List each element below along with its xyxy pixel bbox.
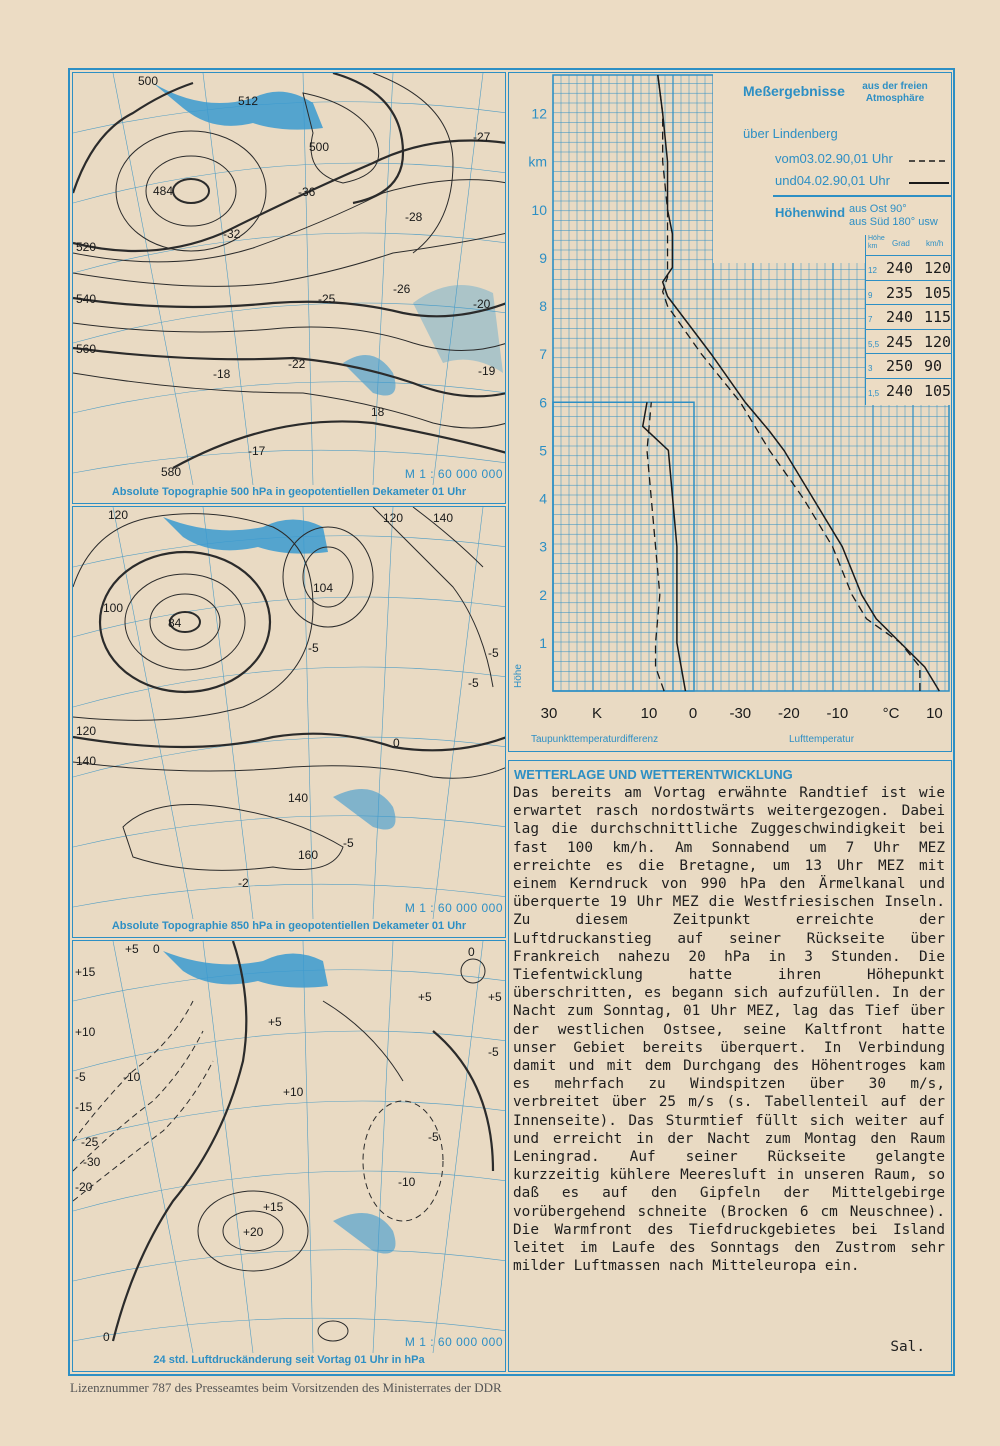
contour-label: -5: [488, 1045, 499, 1059]
x-axis-title-left: Taupunkttemperaturdifferenz: [531, 734, 659, 745]
contour-label: +20: [243, 1225, 264, 1239]
y-tick-label: 12: [531, 105, 547, 122]
map-caption: 24 std. Luftdruckänderung seit Vortag 01 Uhr in hPa: [153, 1354, 425, 1366]
x-tick-label: K: [591, 705, 603, 722]
contour-label: -36: [298, 185, 316, 199]
wind-row: [866, 304, 952, 329]
contour-label: 0: [393, 736, 400, 750]
contour-label: -22: [288, 357, 306, 371]
contour-label: -5: [468, 676, 479, 690]
x-axis-title-right: Lufttemperatur: [789, 734, 855, 745]
map-scale: M 1 : 60 000 000: [404, 467, 503, 481]
divider: [773, 195, 952, 197]
contour-label: +15: [263, 1200, 284, 1214]
y-tick-label: 7: [539, 346, 547, 363]
wind-head-height: Höhe km: [868, 235, 885, 250]
wind-height: 3: [868, 364, 873, 373]
map-caption: Absolute Topographie 850 hPa in geopotentiellen Dekameter 01 Uhr: [111, 920, 467, 932]
article-box: [508, 760, 952, 1372]
contour-label: +5: [125, 942, 139, 956]
contour-label: -2: [238, 876, 249, 890]
wind-direction: 250: [886, 357, 914, 375]
map-850hpa: [72, 506, 506, 938]
y-tick-label: 3: [539, 538, 547, 555]
wind-direction: 240: [886, 381, 914, 400]
contour-label: 500: [309, 140, 330, 154]
contour-label: -10: [123, 1070, 141, 1084]
contour-label: 120: [76, 724, 97, 738]
wind-height: 7: [868, 315, 873, 324]
contour-label: -20: [75, 1180, 93, 1194]
y-tick-label: 10: [531, 201, 547, 218]
y-tick-label: 2: [539, 586, 547, 603]
solid-legend-icon: [909, 181, 949, 185]
contour-label: 500: [138, 74, 159, 88]
map-500hpa: [72, 72, 506, 504]
map-pressure-change-graphic: [73, 941, 505, 1353]
contour-label: 580: [161, 465, 182, 479]
wind-height: 12: [868, 266, 877, 275]
series-line: [647, 402, 664, 691]
wind-table: [865, 235, 952, 405]
article-heading: WETTERLAGE UND WETTERENTWICKLUNG: [514, 767, 793, 782]
wind-speed: 120: [924, 332, 952, 351]
contour-label: 520: [76, 240, 97, 254]
contour-label: 120: [383, 511, 404, 525]
wind-speed: 105: [924, 283, 952, 302]
contour-label: 0: [153, 942, 160, 956]
contour-label: -20: [473, 297, 491, 311]
x-tick-label: 10: [926, 705, 943, 722]
contour-label: -15: [75, 1100, 93, 1114]
contour-label: 0: [103, 1330, 110, 1344]
contour-label: 120: [108, 508, 129, 522]
wind-head-direction: Grad: [892, 239, 910, 248]
wind-speed: 105: [924, 381, 952, 400]
x-tick-label: 0: [688, 705, 698, 722]
contour-label: -18: [213, 367, 231, 381]
contour-label: -25: [81, 1135, 99, 1149]
wind-direction: 240: [886, 259, 914, 277]
wind-head-speed: km/h: [926, 239, 944, 248]
contour-label: +5: [488, 990, 502, 1004]
wind-speed: 120: [924, 259, 952, 277]
contour-label: +15: [75, 965, 96, 979]
contour-label: -25: [318, 292, 336, 306]
y-axis-title: Höhe: [513, 664, 524, 688]
x-tick-label: -30: [729, 705, 752, 722]
sounding-place: über Lindenberg: [743, 126, 838, 141]
wind-speed: 115: [924, 308, 952, 326]
contour-label: 512: [238, 94, 259, 108]
contour-label: -5: [308, 641, 319, 655]
map-pressure-change: [72, 940, 506, 1372]
x-tick-label: 30: [540, 705, 558, 722]
y-tick-label: 6: [539, 394, 547, 411]
contour-label: -27: [473, 130, 491, 144]
sounding-date1: vom03.02.90,01 Uhr: [775, 151, 893, 166]
contour-label: 560: [76, 342, 97, 356]
x-tick-label: °C: [882, 705, 900, 722]
wind-row: [866, 378, 952, 403]
map-scale: M 1 : 60 000 000: [404, 901, 503, 915]
map-500hpa-graphic: [73, 73, 505, 485]
wind-direction: 245: [886, 332, 914, 351]
y-tick-label: km: [528, 153, 547, 170]
x-tick-label: -20: [778, 705, 800, 722]
contour-label: -17: [248, 444, 266, 458]
contour-label: 0: [468, 945, 475, 959]
wind-speed: 90: [924, 357, 943, 375]
x-tick-label: -10: [826, 705, 849, 722]
contour-label: -26: [393, 282, 411, 296]
contour-label: -30: [83, 1155, 101, 1169]
wind-height: 9: [868, 290, 873, 300]
contour-label: 100: [103, 601, 124, 615]
contour-label: +5: [418, 990, 432, 1004]
sounding-title: Meßergebnisse: [743, 83, 845, 99]
wind-row: [866, 280, 952, 305]
contour-label: +10: [283, 1085, 304, 1099]
article-body: Das bereits am Vortag erwähnte Randtief ist wie erwartet rasch nordostwärts weitergezogen. Dabei lag die durchschnittliche Zuggeschwindigkeit bei fast 100 km/h. Am Sonnabend um 7 Uhr MEZ erreichte es die Bretagne, um 13 Uhr MEZ mit einem Kerndruck von 990 hPa den Ärmelkanal und überquerte 19 Uhr MEZ die Westfriesischen Inseln. Zu diesem Zeitpunkt erreichte der Luftdruckanstieg auf seiner Rückseite über Frankreich nahezu 20 hPa in 3 Stunden. Die Tiefentwicklung hatte ihren Höhepunkt überschritten, es begann sich aufzufüllen. In der Nacht zum Sonntag, 01 Uhr MEZ, lag das Tief über der westlichen Ostsee, seine Kaltfront hatte unser Gebiet bereits überquert. In Verbindung damit und mit dem Durchgang des Höhentroges kam es mehrfach zu Windspitzen über 30 m/s, verbreitet über 25 m/s (s. Tabellenteil auf der Innenseite). Das Sturmtief füllt sich weiter auf und erreicht in der Nacht zum Montag den Raum Leningrad. Auf seiner Rückseite gelangte kurzzeitig kühlere Meeresluft in unseren Raum, so daß es auf den Gipfeln der Mittelgebirge vorübergehend schneite (Brocken 6 cm Neuschnee). Die Warmfront des Tiefdruckgebietes bei Island leitet im Laufe des Sonntags den Zustrom sehr milder Luftmassen nach Mitteleuropa ein.: [513, 785, 945, 1275]
y-tick-label: 9: [539, 249, 547, 266]
contour-label: 18: [371, 405, 385, 419]
y-tick-label: 8: [539, 298, 547, 314]
map-850hpa-graphic: [73, 507, 505, 919]
wind-row: [866, 353, 952, 378]
contour-label: 540: [76, 292, 97, 306]
contour-label: -28: [405, 210, 423, 224]
contour-label: 140: [288, 791, 309, 805]
map-scale: M 1 : 60 000 000: [404, 1335, 503, 1349]
y-tick-label: 4: [539, 490, 547, 507]
wind-direction: 240: [886, 308, 914, 326]
contour-label: 160: [298, 848, 319, 862]
contour-label: 484: [153, 184, 174, 198]
wind-row: [866, 255, 952, 280]
contour-label: -19: [478, 364, 496, 378]
contour-label: 104: [313, 581, 334, 595]
contour-label: -5: [488, 646, 499, 660]
contour-label: +5: [268, 1015, 282, 1029]
contour-label: 84: [168, 616, 182, 630]
wind-note-2: aus Süd 180° usw: [849, 216, 938, 228]
map-caption: Absolute Topographie 500 hPa in geopotentiellen Dekameter 01 Uhr: [111, 486, 467, 498]
sounding-chart: [508, 72, 952, 752]
contour-label: -10: [398, 1175, 416, 1189]
contour-label: -5: [75, 1070, 86, 1084]
sounding-date2: und04.02.90,01 Uhr: [775, 173, 890, 188]
y-tick-label: 5: [539, 442, 547, 459]
y-tick-label: 1: [539, 634, 547, 651]
contour-label: -5: [428, 1130, 439, 1144]
wind-row: [866, 329, 952, 354]
contour-label: -5: [343, 836, 354, 850]
contour-label: 140: [76, 754, 97, 768]
wind-direction: 235: [886, 283, 914, 302]
contour-label: 140: [433, 511, 454, 525]
x-tick-label: 10: [640, 705, 658, 722]
article-signature: Sal.: [890, 1339, 925, 1355]
dashed-legend-icon: [909, 159, 949, 163]
wind-height: 5,5: [868, 339, 880, 349]
wind-height: 1,5: [868, 388, 880, 398]
contour-label: +10: [75, 1025, 96, 1039]
contour-label: -32: [223, 227, 241, 241]
wind-note-1: aus Ost 90°: [849, 203, 907, 215]
sounding-subtitle: aus der freien Atmosphäre: [862, 81, 928, 104]
license-footer: Lizenznummer 787 des Presseamtes beim Vorsitzenden des Ministerrates der DDR: [70, 1380, 502, 1395]
wind-title: Höhenwind: [775, 205, 846, 220]
